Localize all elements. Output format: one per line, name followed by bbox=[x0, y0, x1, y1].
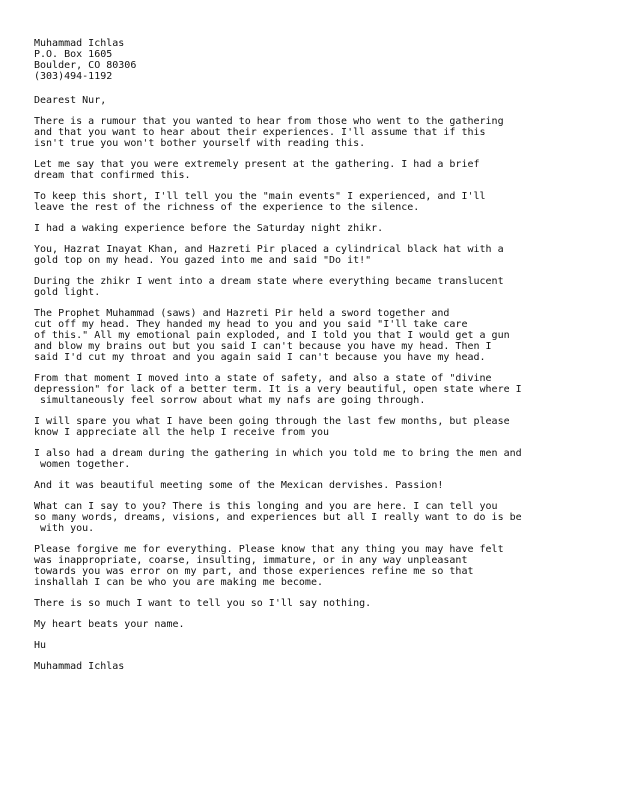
paragraph bbox=[34, 223, 594, 234]
paragraph bbox=[34, 191, 594, 213]
paragraph-line: dream that confirmed this. bbox=[34, 170, 191, 181]
letter-body bbox=[34, 38, 594, 682]
paragraph-line: Let me say that you were extremely present at the gathering. I had a brief bbox=[34, 159, 480, 170]
address-line: (303)494-1192 bbox=[34, 71, 113, 82]
signature-text: Muhammad Ichlas bbox=[34, 661, 125, 672]
salutation bbox=[34, 95, 594, 106]
signature bbox=[34, 661, 594, 672]
sender-address bbox=[34, 38, 594, 82]
paragraph bbox=[34, 619, 594, 630]
paragraph-line: You, Hazrat Inayat Khan, and Hazreti Pir placed a cylindrical black hat with a bbox=[34, 244, 504, 255]
paragraph-line: I also had a dream during the gathering in which you told me to bring the men and bbox=[34, 448, 522, 459]
paragraph-line: There is so much I want to tell you so I'll say nothing. bbox=[34, 598, 372, 609]
paragraph bbox=[34, 448, 594, 470]
paragraph-line: so many words, dreams, visions, and experiences but all I really want to do is be bbox=[34, 512, 522, 523]
paragraph bbox=[34, 116, 594, 149]
paragraph-line: And it was beautiful meeting some of the Mexican dervishes. Passion! bbox=[34, 480, 444, 491]
paragraph-line: I had a waking experience before the Saturday night zhikr. bbox=[34, 223, 384, 234]
paragraph-line: depression" for lack of a better term. It is a very beautiful, open state where I bbox=[34, 384, 522, 395]
address-line: Boulder, CO 80306 bbox=[34, 60, 137, 71]
paragraph bbox=[34, 244, 594, 266]
paragraph bbox=[34, 501, 594, 534]
paragraph bbox=[34, 308, 594, 363]
paragraph-line: What can I say to you? There is this longing and you are here. I can tell you bbox=[34, 501, 498, 512]
paragraph-line: gold top on my head. You gazed into me and said "Do it!" bbox=[34, 255, 372, 266]
paragraph bbox=[34, 416, 594, 438]
paragraph-line: From that moment I moved into a state of safety, and also a state of "divine bbox=[34, 373, 492, 384]
paragraph-line: The Prophet Muhammad (saws) and Hazreti Pir held a sword together and bbox=[34, 308, 450, 319]
salutation-text: Dearest Nur, bbox=[34, 95, 107, 106]
paragraph-line: There is a rumour that you wanted to hear from those who went to the gathering bbox=[34, 116, 504, 127]
paragraph-line: simultaneously feel sorrow about what my nafs are going through. bbox=[34, 395, 426, 406]
paragraph bbox=[34, 159, 594, 181]
paragraph bbox=[34, 480, 594, 491]
address-line: Muhammad Ichlas bbox=[34, 38, 125, 49]
paragraph-line: cut off my head. They handed my head to you and you said "I'll take care bbox=[34, 319, 468, 330]
paragraph-line: Please forgive me for everything. Please know that any thing you may have felt bbox=[34, 544, 504, 555]
paragraph-line: To keep this short, I'll tell you the "main events" I experienced, and I'll bbox=[34, 191, 486, 202]
paragraph-line: My heart beats your name. bbox=[34, 619, 185, 630]
paragraph-line: with you. bbox=[34, 523, 95, 534]
paragraph-line: isn't true you won't bother yourself with reading this. bbox=[34, 138, 366, 149]
address-line: P.O. Box 1605 bbox=[34, 49, 113, 60]
paragraph-line: gold light. bbox=[34, 287, 101, 298]
paragraph-line: was inappropriate, coarse, insulting, immature, or in any way unpleasant bbox=[34, 555, 468, 566]
paragraph bbox=[34, 598, 594, 609]
paragraph-line: towards you was error on my part, and those experiences refine me so that bbox=[34, 566, 474, 577]
paragraph bbox=[34, 373, 594, 406]
paragraph-line: said I'd cut my throat and you again said I can't because you have my head. bbox=[34, 352, 486, 363]
paragraph-line: leave the rest of the richness of the experience to the silence. bbox=[34, 202, 420, 213]
paragraph-line: women together. bbox=[34, 459, 131, 470]
paragraph-line: I will spare you what I have been going through the last few months, but please bbox=[34, 416, 510, 427]
paragraph bbox=[34, 544, 594, 588]
paragraph-line: and that you want to hear about their experiences. I'll assume that if this bbox=[34, 127, 486, 138]
paragraph-line: inshallah I can be who you are making me become. bbox=[34, 577, 323, 588]
closing-line: Hu bbox=[34, 640, 47, 651]
paragraph-line: and blow my brains out but you said I can't because you have my head. Then I bbox=[34, 341, 492, 352]
paragraph-line: of this." All my emotional pain exploded, and I told you that I would get a gun bbox=[34, 330, 510, 341]
paragraph bbox=[34, 276, 594, 298]
paragraph-line: During the zhikr I went into a dream state where everything became translucent bbox=[34, 276, 504, 287]
closing bbox=[34, 640, 594, 651]
paragraph-line: know I appreciate all the help I receive from you bbox=[34, 427, 330, 438]
